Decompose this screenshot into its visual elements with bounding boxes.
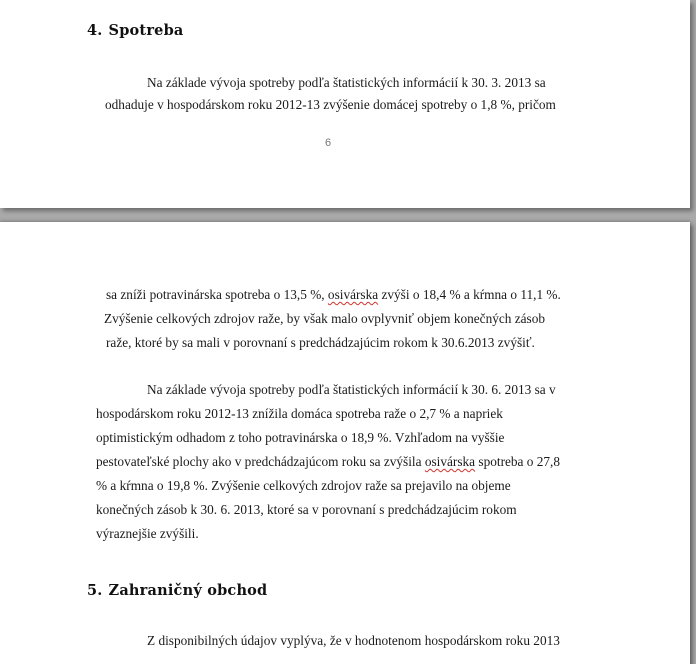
text-line[interactable]: Zvýšenie celkových zdrojov raže, by však malo ovplyvniť objem konečných zásob xyxy=(104,311,546,326)
section-heading xyxy=(87,22,184,39)
text-line[interactable]: raže, ktoré by sa mali v porovnaní s predchádzajúcim rokom k 30.6.2013 zvýšiť. xyxy=(106,335,535,350)
text-line[interactable]: hospodárskom roku 2012-13 znížila domáca spotreba raže o 2,7 % a napriek xyxy=(96,406,503,421)
section-title: Spotreba xyxy=(108,22,184,39)
page-number: 6 xyxy=(324,137,332,149)
text-line[interactable]: Na základe vývoja spotreby podľa štatistických informácií k 30. 3. 2013 sa xyxy=(147,75,546,90)
text-line[interactable]: optimistickým odhadom z toho potravinárska o 18,9 %. Vzhľadom na vyššie xyxy=(96,430,505,445)
section-number: 4. xyxy=(87,22,103,39)
text-line[interactable]: Na základe vývoja spotreby podľa štatistických informácií k 30. 6. 2013 sa v xyxy=(147,382,556,397)
text-run: pestovateľské plochy ako v predchádzajúcom roku sa zvýšila xyxy=(96,454,425,469)
section-heading xyxy=(87,582,267,599)
text-run: sa zníži potravinárska spotreba o 13,5 %, xyxy=(106,287,328,302)
text-line[interactable]: výraznejšie zvýšili. xyxy=(96,526,199,541)
text-run: spotreba o 27,8 xyxy=(475,454,561,469)
spellcheck-error[interactable]: osivárska xyxy=(327,287,379,302)
spellcheck-error[interactable]: osivárska xyxy=(424,454,476,469)
text-run: zvýši o 18,4 % a kŕmna o 11,1 %. xyxy=(378,287,561,302)
section-number: 5. xyxy=(87,582,103,599)
document-page[interactable] xyxy=(0,0,690,208)
text-line[interactable]: konečných zásob k 30. 6. 2013, ktoré sa v porovnaní s predchádzajúcim rokom xyxy=(96,502,517,517)
text-line[interactable] xyxy=(96,451,560,473)
text-line[interactable]: odhaduje v hospodárskom roku 2012-13 zvýšenie domácej spotreby o 1,8 %, pričom xyxy=(105,97,556,112)
text-line[interactable] xyxy=(106,284,561,306)
section-title: Zahraničný obchod xyxy=(108,582,268,599)
text-line[interactable]: Z disponibilných údajov vyplýva, že v hodnotenom hospodárskom roku 2013 xyxy=(147,633,560,648)
text-line[interactable]: % a kŕmna o 19,8 %. Zvýšenie celkových zdrojov raže sa prejavilo na objeme xyxy=(96,478,511,493)
document-page[interactable] xyxy=(0,222,690,664)
